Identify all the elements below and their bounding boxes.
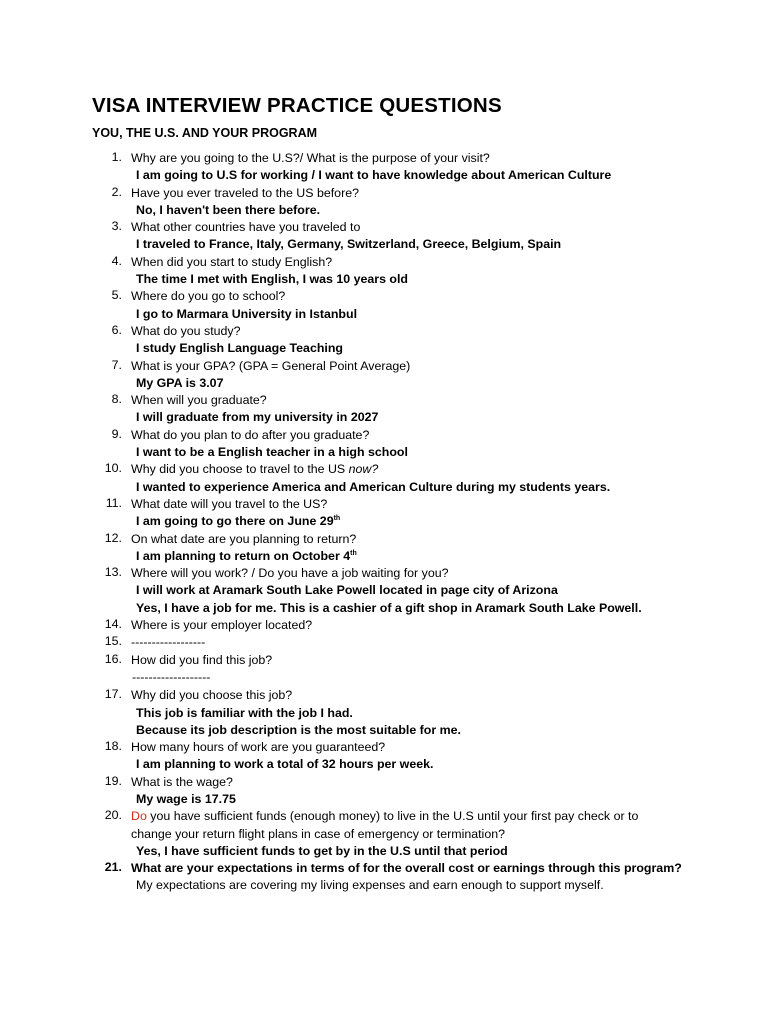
- answer-text: I go to Marmara University in Istanbul: [136, 306, 358, 321]
- list-item: [92, 652, 712, 687]
- question-text: Where do you go to school?: [131, 289, 286, 304]
- answer-text-part: I am going to go there on June 29: [136, 514, 334, 529]
- question-text: What other countries have you traveled to: [131, 220, 361, 235]
- question-text: Why are you going to the U.S?/ What is the purpose of your visit?: [131, 151, 490, 165]
- item-number: 11.: [105, 495, 122, 510]
- question-text: How did you find this job?: [131, 652, 273, 667]
- ordinal-suffix: th: [350, 549, 357, 557]
- answer-text: I will graduate from my university in 2027: [136, 410, 379, 425]
- answer-text: I want to be a English teacher in a high school: [136, 445, 408, 460]
- item-number: 20.: [104, 808, 122, 823]
- answer-text: [136, 513, 712, 530]
- question-text: Why did you choose this job?: [131, 688, 293, 703]
- item-number: 5.: [111, 288, 122, 303]
- question-text-part: you have sufficient funds (enough money) to live in the U.S until your first pay check or to: [146, 809, 639, 824]
- answer-text: I wanted to experience America and American Culture during my students years.: [136, 479, 611, 494]
- list-item: [92, 739, 712, 774]
- question-text: [131, 461, 712, 478]
- question-emphasis: now?: [348, 462, 379, 477]
- list-item: [92, 860, 712, 895]
- question-list: [92, 150, 712, 895]
- list-item: [92, 461, 712, 496]
- answer-text: Yes, I have sufficient funds to get by in the U.S until that period: [136, 843, 508, 858]
- item-number: 1.: [111, 150, 122, 164]
- item-number: 2.: [111, 184, 122, 199]
- item-number: 18.: [104, 739, 122, 754]
- item-number: 8.: [111, 392, 122, 407]
- list-item: [92, 150, 712, 185]
- list-item: [92, 565, 712, 617]
- list-item: [92, 496, 712, 531]
- list-item: [92, 219, 712, 254]
- answer-text: Yes, I have a job for me. This is a cashier of a gift shop in Aramark South Lake Powell.: [136, 600, 642, 615]
- list-item: [92, 617, 712, 634]
- item-number: 3.: [111, 219, 122, 234]
- question-text: What do you plan to do after you graduate?: [131, 427, 370, 442]
- list-item: [92, 254, 712, 289]
- question-text: Have you ever traveled to the US before?: [131, 185, 359, 200]
- item-number: 19.: [104, 773, 122, 788]
- page-title: VISA INTERVIEW PRACTICE QUESTIONS: [92, 94, 502, 117]
- answer-text: My expectations are covering my living expenses and earn enough to support myself.: [136, 878, 604, 893]
- answer-text: Because its job description is the most suitable for me.: [136, 722, 461, 737]
- ordinal-suffix: th: [333, 515, 341, 523]
- question-text: ------------------: [131, 635, 206, 650]
- item-number: 6.: [111, 322, 122, 337]
- answer-text: [136, 548, 712, 565]
- list-item: [92, 185, 712, 220]
- list-item: [92, 808, 712, 860]
- answer-text: This job is familiar with the job I had.: [136, 705, 353, 720]
- answer-text: My GPA is 3.07: [136, 375, 224, 390]
- item-number: 9.: [111, 426, 122, 441]
- list-item: [92, 358, 712, 393]
- answer-text: I traveled to France, Italy, Germany, Switzerland, Greece, Belgium, Spain: [136, 237, 562, 252]
- question-text: What do you study?: [131, 323, 241, 338]
- item-number: 12.: [104, 530, 122, 545]
- answer-text: I study English Language Teaching: [136, 341, 343, 356]
- list-item: [92, 774, 712, 809]
- list-item: [92, 634, 712, 651]
- section-heading: YOU, THE U.S. AND YOUR PROGRAM: [92, 126, 318, 140]
- answer-text: My wage is 17.75: [136, 791, 236, 806]
- answer-text-part: I am planning to return on October 4: [136, 548, 351, 563]
- list-item: [92, 392, 712, 427]
- list-item: [92, 323, 712, 358]
- item-number: 10.: [104, 461, 122, 476]
- highlighted-word: Do: [131, 809, 147, 824]
- answer-text: I will work at Aramark South Lake Powell located in page city of Arizona: [136, 583, 558, 598]
- list-item: [92, 687, 712, 739]
- question-text: What are your expectations in terms of for the overall cost or earnings through this program?: [131, 861, 682, 876]
- list-item: [92, 531, 712, 566]
- item-number: 7.: [111, 357, 122, 372]
- question-text: Where will you work? / Do you have a job waiting for you?: [131, 566, 449, 581]
- question-text-part: Why did you choose to travel to the US: [131, 462, 349, 477]
- question-text: Where is your employer located?: [131, 618, 313, 633]
- item-number: 17.: [104, 687, 122, 702]
- answer-text: I am going to U.S for working / I want to have knowledge about American Culture: [136, 168, 612, 183]
- item-number: 16.: [104, 651, 122, 666]
- answer-text: No, I haven't been there before.: [136, 202, 321, 217]
- question-text: When did you start to study English?: [131, 254, 333, 269]
- question-text: On what date are you planning to return?: [131, 531, 357, 546]
- question-text: [131, 808, 712, 825]
- list-item: [92, 427, 712, 462]
- item-number: 14.: [104, 617, 122, 632]
- question-text-continued: change your return flight plans in case of emergency or termination?: [131, 826, 505, 841]
- question-text: What date will you travel to the US?: [131, 496, 328, 511]
- item-number: 15.: [104, 634, 122, 649]
- question-text: What is the wage?: [131, 774, 233, 789]
- question-text: How many hours of work are you guaranteed?: [131, 740, 386, 755]
- question-text: What is your GPA? (GPA = General Point Average): [131, 358, 411, 373]
- question-text: When will you graduate?: [131, 393, 267, 408]
- answer-text: -------------------: [132, 669, 211, 684]
- answer-text: I am planning to work a total of 32 hours per week.: [136, 757, 434, 772]
- item-number: 4.: [111, 253, 122, 268]
- item-number: 21.: [104, 860, 122, 875]
- item-number: 13.: [104, 565, 122, 580]
- answer-text: The time I met with English, I was 10 years old: [136, 272, 408, 287]
- list-item: [92, 288, 712, 323]
